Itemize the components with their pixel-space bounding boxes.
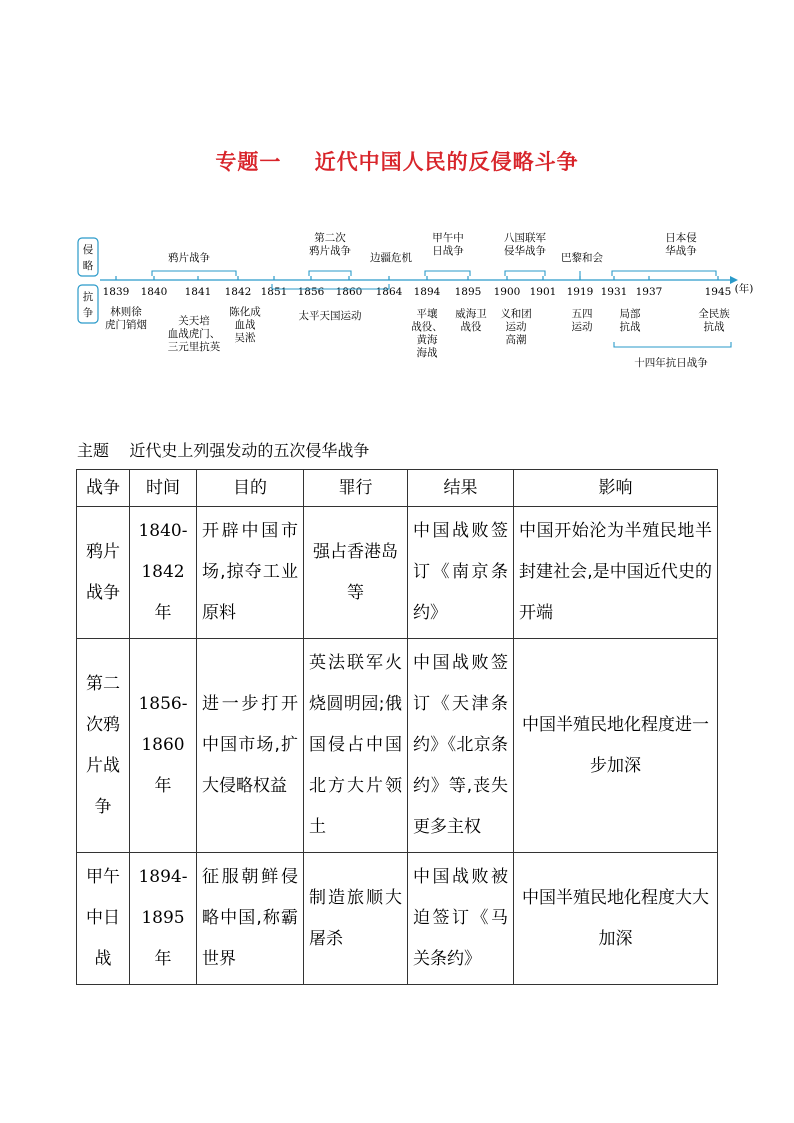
timeline-year-label: 1937 <box>635 286 663 298</box>
cell-purpose: 进一步打开中国市场,扩大侵略权益 <box>197 639 304 853</box>
time-unit: 年 <box>154 603 172 623</box>
time-end: 1842 <box>141 562 185 582</box>
side-label-resistance-box <box>78 285 98 323</box>
timeline-year-label: 1842 <box>224 286 252 298</box>
cell-purpose: 开辟中国市场,掠夺工业原料 <box>197 507 304 639</box>
timeline-diagram <box>0 225 794 375</box>
header-crime: 罪行 <box>304 470 408 507</box>
timeline-bottom-event: 威海卫 <box>455 308 487 320</box>
cell-impact: 中国开始沦为半殖民地半封建社会,是中国近代史的开端 <box>514 507 718 639</box>
timeline-bottom-event: 血战虎门、 <box>167 328 221 340</box>
timeline-top-event: 巴黎和会 <box>561 252 603 264</box>
timeline-year-label: 1841 <box>184 286 212 298</box>
timeline-bottom-event: 运动 <box>571 321 593 333</box>
timeline-year-label: 1894 <box>413 286 441 298</box>
timeline-bottom-event: 海战 <box>416 347 438 359</box>
timeline-bracket <box>425 271 470 276</box>
header-impact: 影响 <box>514 470 718 507</box>
timeline-bottom-event: 高潮 <box>505 334 527 346</box>
timeline-bottom-event: 陈化成 <box>229 306 261 318</box>
timeline-bottom-event: 虎门销烟 <box>105 319 147 331</box>
timeline-bottom-events <box>105 305 730 369</box>
theme-heading: 主题 近代史上列强发动的五次侵华战争 <box>77 441 370 460</box>
cell-crime: 强占香港岛等 <box>304 507 408 639</box>
timeline-year-label: 1919 <box>566 286 594 298</box>
table-row <box>77 507 718 639</box>
cell-crime: 英法联军火烧圆明园;俄国侵占中国北方大片领土 <box>304 639 408 853</box>
timeline-bottom-event: 林则徐 <box>110 306 142 318</box>
timeline-year-label: 1945 <box>704 286 732 298</box>
cell-result: 中国战败被迫签订《马关条约》 <box>408 853 514 985</box>
timeline-top-event: 鸦片战争 <box>309 245 351 257</box>
timeline-top-events <box>168 231 697 264</box>
timeline-bottom-event: 战役、 <box>411 321 443 333</box>
timeline-bottom-event: 太平天国运动 <box>298 310 362 322</box>
timeline-bracket <box>272 284 389 289</box>
side-label-resistance-1: 抗 <box>82 291 94 303</box>
time-end: 1860 <box>141 735 185 755</box>
timeline-year-label: 1860 <box>335 286 363 298</box>
cell-impact: 中国半殖民地化程度进一步加深 <box>514 639 718 853</box>
cell-purpose: 征服朝鲜侵略中国,称霸世界 <box>197 853 304 985</box>
timeline-year-label: 1931 <box>600 286 628 298</box>
timeline-year-label: 1839 <box>102 286 130 298</box>
cell-impact: 中国半殖民地化程度大大加深 <box>514 853 718 985</box>
header-purpose: 目的 <box>197 470 304 507</box>
timeline-bracket <box>505 271 545 276</box>
cell-result: 中国战败签订《天津条约》《北京条约》等,丧失更多主权 <box>408 639 514 853</box>
timeline-bottom-event: 抗战 <box>703 321 725 333</box>
time-start: 1856- <box>138 694 188 714</box>
timeline-bottom-event: 五四 <box>571 308 593 320</box>
cell-war: 第二次鸦片战争 <box>77 639 130 853</box>
timeline-top-event: 华战争 <box>665 245 697 257</box>
timeline-bottom-event: 局部 <box>619 308 641 320</box>
cell-time <box>130 507 197 639</box>
cell-result: 中国战败签订《南京条约》 <box>408 507 514 639</box>
time-unit: 年 <box>154 776 172 796</box>
header-war: 战争 <box>77 470 130 507</box>
timeline-top-event: 甲午中 <box>432 232 464 244</box>
header-result: 结果 <box>408 470 514 507</box>
timeline-bottom-event: 十四年抗日战争 <box>634 357 708 369</box>
page-title: 专题一 近代中国人民的反侵略斗争 <box>215 150 579 174</box>
table-row <box>77 639 718 853</box>
timeline-top-event: 第二次 <box>314 232 346 244</box>
timeline-year-label: 1901 <box>529 286 557 298</box>
time-unit: 年 <box>154 949 172 969</box>
timeline-bottom-event: 抗战 <box>619 321 641 333</box>
timeline-bottom-event: 黄海 <box>416 334 438 346</box>
timeline-top-event: 八国联军 <box>504 232 546 244</box>
timeline-bracket <box>309 271 351 276</box>
timeline-top-event: 侵华战争 <box>504 245 546 257</box>
cell-time <box>130 639 197 853</box>
timeline-year-label: 1856 <box>297 286 325 298</box>
timeline-bottom-event: 关天培 <box>178 315 210 327</box>
header-time: 时间 <box>130 470 197 507</box>
timeline-year-label: 1864 <box>375 286 403 298</box>
timeline-bottom-event: 血战 <box>234 319 256 331</box>
timeline-bottom-event: 平壤 <box>416 308 438 320</box>
timeline-bottom-event: 全民族 <box>698 308 730 320</box>
timeline-bracket <box>614 342 731 347</box>
timeline-bracket <box>612 271 716 276</box>
cell-war: 甲午中日战 <box>77 853 130 985</box>
time-start: 1894- <box>138 867 188 887</box>
time-start: 1840- <box>138 521 188 541</box>
side-label-invasion-2: 略 <box>82 260 94 272</box>
timeline-year-label: 1895 <box>454 286 482 298</box>
cell-crime: 制造旅顺大屠杀 <box>304 853 408 985</box>
timeline-bottom-event: 三元里抗英 <box>167 341 221 353</box>
timeline-top-event: 边疆危机 <box>370 252 412 264</box>
side-label-resistance-2: 争 <box>82 307 94 319</box>
timeline-year-label: 1851 <box>260 286 288 298</box>
timeline-years <box>103 286 732 298</box>
timeline-year-label: 1900 <box>493 286 521 298</box>
timeline-bottom-event: 战役 <box>460 321 482 333</box>
timeline-top-event: 日本侵 <box>665 232 697 244</box>
wars-table <box>76 469 718 985</box>
timeline-bracket <box>152 271 236 276</box>
table-header-row <box>77 470 718 507</box>
timeline-bottom-event: 吴淞 <box>234 332 256 344</box>
timeline-top-event: 日战争 <box>432 245 464 257</box>
timeline-year-label: 1840 <box>140 286 168 298</box>
side-label-invasion-1: 侵 <box>82 244 94 256</box>
timeline-top-event: 鸦片战争 <box>168 252 210 264</box>
table-row <box>77 853 718 985</box>
timeline-bottom-event: 义和团 <box>500 308 532 320</box>
cell-time <box>130 853 197 985</box>
timeline-unit: (年) <box>734 283 754 295</box>
time-end: 1895 <box>141 908 185 928</box>
cell-war: 鸦片战争 <box>77 507 130 639</box>
side-label-invasion-box <box>78 238 98 276</box>
timeline-bottom-event: 运动 <box>505 321 527 333</box>
